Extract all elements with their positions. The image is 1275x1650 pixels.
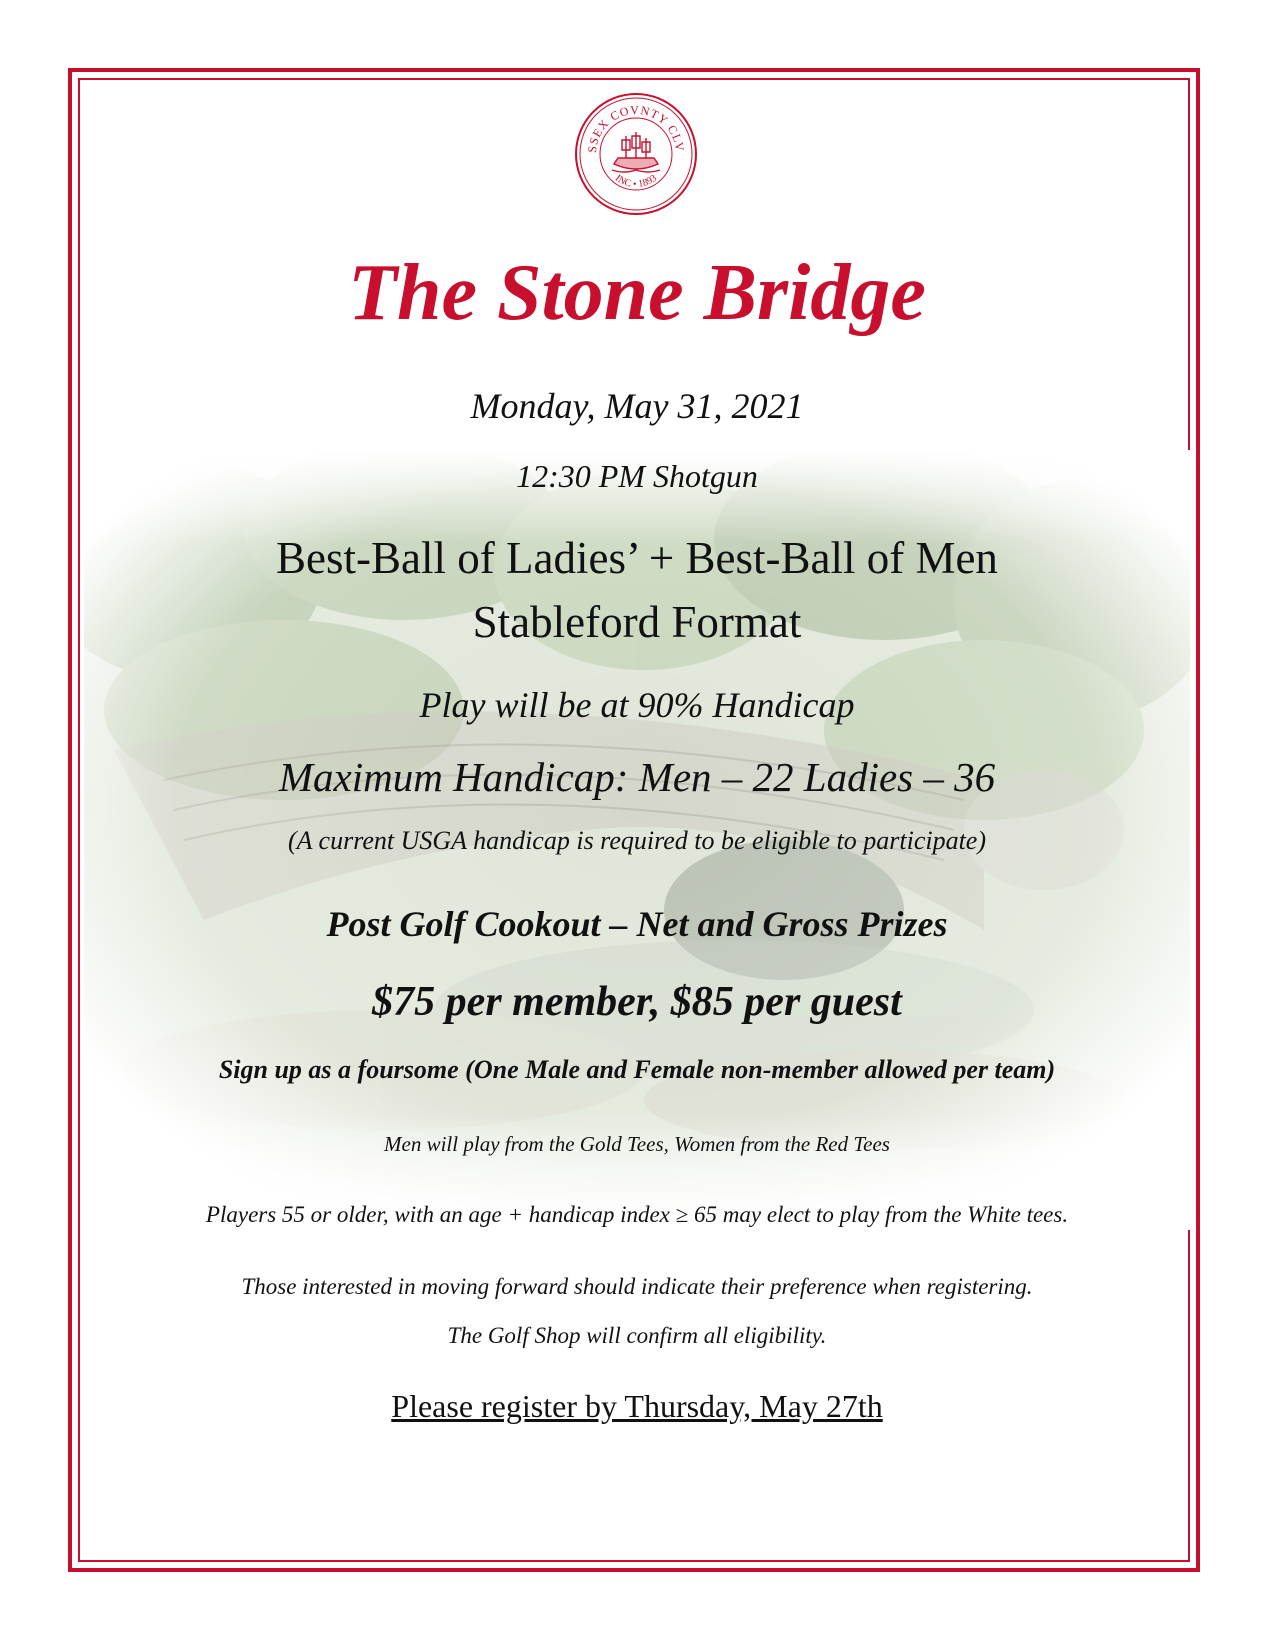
registration-deadline: Please register by Thursday, May 27th — [391, 1388, 883, 1424]
event-date: Monday, May 31, 2021 — [470, 386, 804, 426]
eligibility-note: The Golf Shop will confirm all eligibility. — [447, 1323, 827, 1348]
handicap-play: Play will be at 90% Handicap — [419, 685, 855, 725]
interest-note: Those interested in moving forward should indicate their preference when registering. — [241, 1274, 1033, 1299]
signup-note: Sign up as a foursome (One Male and Female non-member allowed per team) — [218, 1055, 1056, 1084]
tees-note: Men will play from the Gold Tees, Women from the Red Tees — [384, 1132, 890, 1156]
club-seal-logo — [574, 92, 698, 216]
seal-bottom-text: INC • 1893 — [613, 172, 659, 190]
entry-price: $75 per member, $85 per guest — [372, 979, 902, 1025]
event-time: 12:30 PM Shotgun — [516, 458, 758, 494]
format-line-2: Stableford Format — [472, 597, 802, 647]
usga-note: (A current USGA handicap is required to be eligible to participate) — [287, 826, 987, 855]
format-line-1: Best-Ball of Ladies’ + Best-Ball of Men — [276, 533, 998, 583]
senior-tees-note: Players 55 or older, with an age + handicap index ≥ 65 may elect to play from the White tees. — [205, 1202, 1069, 1227]
max-handicap: Maximum Handicap: Men – 22 Ladies – 36 — [278, 754, 996, 800]
cookout-prizes: Post Golf Cookout – Net and Gross Prizes — [326, 904, 948, 944]
event-title: The Stone Bridge — [348, 249, 926, 337]
seal-top-text: SSEX COVNTY CLV — [584, 102, 688, 154]
